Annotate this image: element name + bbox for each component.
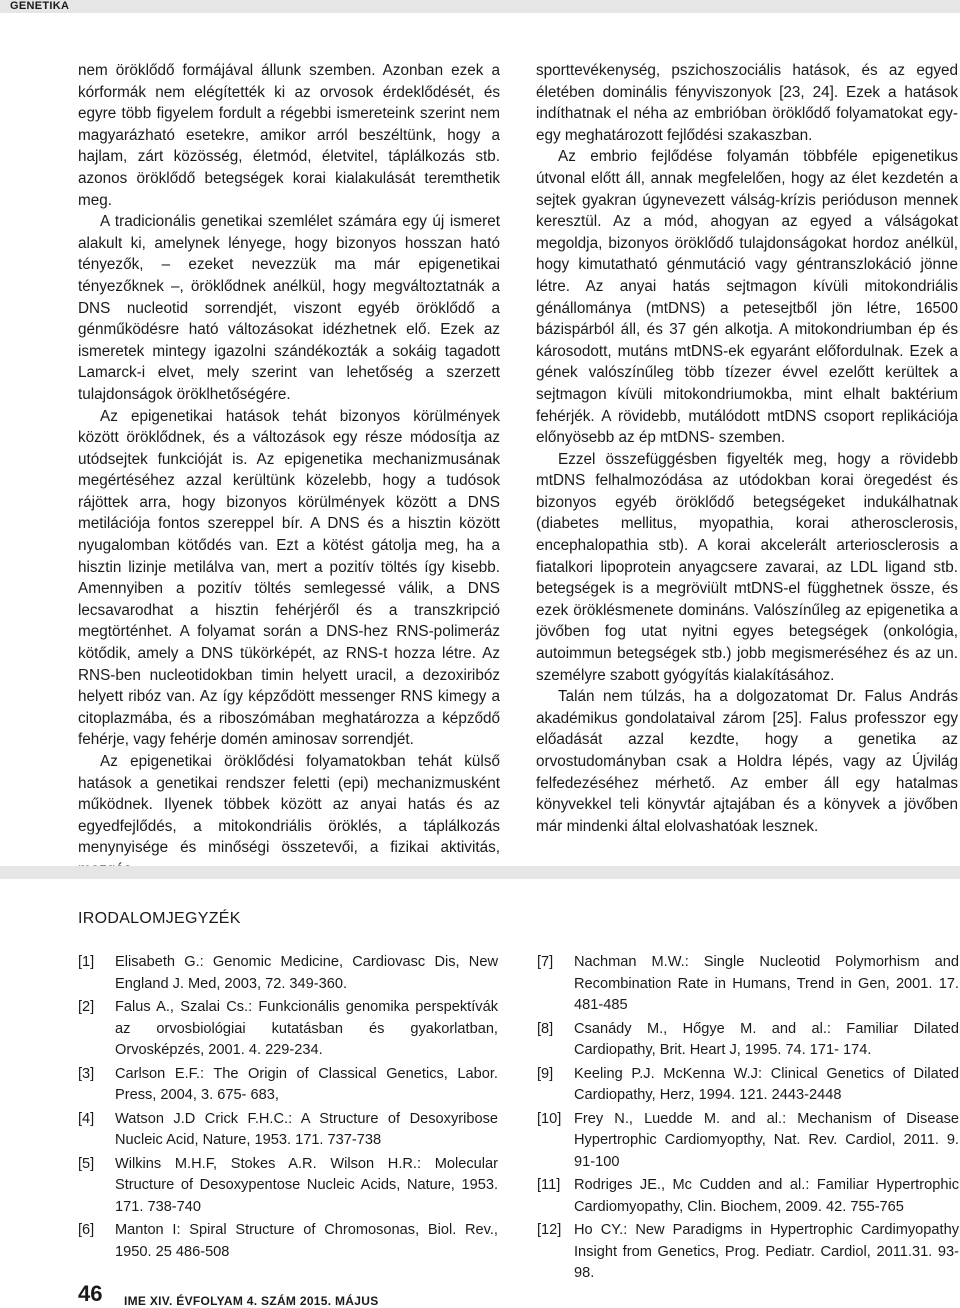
body-column-right <box>536 60 958 837</box>
reference-text: Carlson E.F.: The Origin of Classical Genetics, Labor. Press, 2004, 3. 675- 683, <box>115 1065 498 1103</box>
paragraph: nem öröklődő formájával állunk szemben. Azonban ezek a kórformák nem elégítették ki az orvosok érdeklődését, és egyre több figyelem fordult a régebbi ismereteink szerint nem magyarázható esetekre, amikor arról beszéltünk, hogy a hajlam, zárt közösség, életmód, életvitel, táplálkozás stb. azonos öröklődő betegségek korai kialakulását teremthetik meg. <box>78 62 500 209</box>
reference-item <box>537 952 959 1017</box>
reference-number: [8] <box>537 1020 554 1037</box>
paragraph: Talán nem túlzás, ha a dolgozatomat Dr. Falus András akadémikus gondolataival zárom [25]. Falus professzor egy előadását azzal kezdte, hogy a genetika az orvostudományban csak a Holdra lépés, vagy az Újvilág felfedezéséhez mérhető. Az ember áll egy hatalmas könyvekkel teli könyvtár ajtajában és a könyvek a jövőben már mindenki által elolvashatóak lesznek. <box>536 688 958 835</box>
reference-text: Nachman M.W.: Single Nucleotid Polymorhism and Recombination Rate in Humans, Trend in Gen, 2001. 17. 481-485 <box>574 954 959 1013</box>
reference-number: [2] <box>78 999 95 1015</box>
reference-item <box>78 1220 498 1263</box>
reference-text: Csanády M., Hőgye M. and al.: Familiar Dilated Cardiopathy, Brit. Heart J, 1995. 74. 171- 174. <box>574 1020 959 1058</box>
reference-number: [4] <box>78 1110 95 1127</box>
reference-number: [11] <box>537 1177 561 1193</box>
reference-number: [3] <box>78 1065 95 1082</box>
paragraph: Az epigenetikai öröklődési folyamatokban tehát külső hatások a genetikai rendszer feletti (epi) mechanizmusként működnek. Ilyenek többek között az anyai hatás és az egyedfejlődés, a mitokondriális öröklés, a táplálkozás menynyisége és minőségi összetevői, a fizikai aktivitás, <box>78 753 500 857</box>
reference-number: [6] <box>78 1222 95 1238</box>
reference-text: Elisabeth G.: Genomic Medicine, Cardiovasc Dis, New England J. Med, 2003, 72. 349-360. <box>115 954 498 992</box>
reference-item <box>537 1220 959 1285</box>
page-number: 46 <box>78 1281 103 1306</box>
reference-item <box>537 1019 959 1062</box>
paragraph: Az embrio fejlődése folyamán többféle epigenetikus útvonal előtt áll, annak megfelelően, hogy az élet kezdetén a sejtek gyakran úgynevezett válság-krízis perióduson mennek keresztül. Az a mód, ahogyan az egyed a válságokat megoldja, bizonyos öröklődő tulajdonságokat hordoz anélkül, hogy kimutatható génmutáció vagy géntranszlokáció jönne létre. Az anyai hatás sejtmagon kívüli mitokondriális génállománya (mtDNS) a petesejtből jön létre, 16500 bázispárból áll, és 37 gén alkotja. A mitokondriumban ép és károsodott, mutáns mtDNS-ek egyaránt előfordulnak. Ezek a gének valószínűleg több tízezer évvel ezelőtt kerültek a sejtmagon kívüli mitokondriumokba, mint elhalt baktérium fehérjék. A rövidebb, mutálódott mtDNS csoport replikációja előnyösebb az ép mtDNS- szemben. <box>536 148 958 447</box>
journal-issue-info: IME XIV. ÉVFOLYAM 4. SZÁM 2015. MÁJUS <box>124 1294 379 1308</box>
reference-text: Rodriges JE., Mc Cudden and al.: Familiar Hypertrophic Cardiomyopathy, Clin. Biochem, 2009. 42. 755-765 <box>574 1177 959 1215</box>
reference-number: [10] <box>537 1110 562 1127</box>
reference-text: Manton I: Spiral Structure of Chromosonas, Biol. Rev., 1950. 25 486-508 <box>115 1222 498 1260</box>
paragraph: Ezzel összefüggésben figyelték meg, hogy a rövidebb mtDNS felhalmozódása az utódokban korai öregedést és bizonyos egyéb öröklődő betegségeket indukálhatnak (diabetes mellitus, myopathia, korai atherosclerosis, encephalopathia stb). A korai akcelerált arteriosclerosis a fiatalkori lipoprotein anyagcsere zavarai, az LDL ligand stb. betegségek is a megröviült mtDNS-el függhetnek össze, és ezek öröklésmenete domináns. Valószínűleg az epigenetika a jövőben fog utat nyitni egyes betegségek (onkológia, autoimmun betegségek stb.) jobb megismeréséhez és az un. személyre szabott gyógyítás kialakításához. <box>536 450 958 684</box>
reference-list-right <box>537 952 959 1287</box>
reference-number: [5] <box>78 1155 95 1172</box>
reference-item <box>78 1154 498 1219</box>
header-band <box>0 0 960 13</box>
reference-text: Ho CY.: New Paradigms in Hypertrophic Cardimyopathy Insight from Genetics, Prog. Pediatr. Cardiol, 2011.31. 93-98. <box>574 1222 959 1281</box>
reference-item <box>78 1109 498 1152</box>
reference-item <box>78 997 498 1062</box>
reference-text: Wilkins M.H.F, Stokes A.R. Wilson H.R.: Molecular Structure of Desoxypentose Nucleic Acids, Nature, 1953. 171. 738-740 <box>115 1155 498 1215</box>
reference-text: Falus A., Szalai Cs.: Funkcionális genomika perspektívák az orvosbiológiai kutatásban és gyakorlatban, Orvosképzés, 2001. 4. 229-234. <box>115 999 498 1058</box>
reference-number: [1] <box>78 954 95 970</box>
reference-item <box>537 1109 959 1174</box>
reference-item <box>78 1064 498 1107</box>
paragraph: sporttevékenység, pszichoszociális hatások, és az egyed életében dominális fényviszonyok [23, 24]. Ezek a hatások indíthatnak el néha az embrióban öröklődő folyamatokat egy-egy meghatározott fejlődési szakaszban. <box>536 62 958 144</box>
reference-item <box>537 1175 959 1218</box>
reference-number: [9] <box>537 1065 554 1082</box>
paragraph: Az epigenetikai hatások tehát bizonyos körülmények között öröklődnek, és a változások egy része módosítja az utódsejtek funkcióját is. Az epigenetika mechanizmusának megértéséhez azzal kerültünk közelebb, hogy a tudósok rájöttek arra, hogy bizonyos körülmények között a DNS metilációja fontos szereppel bír. A DNS és a hisztin között nyugalomban kötődés van. Ezt a kötést gátolja meg, ha a hisztin lizinje metilálva van, mert a pozitív töltés így kisebb. Amennyiben a pozitív töltés semlegessé válik, a DNS lecsavarodhat a hisztin fehérjéről és a transzkripció megtörténhet. A folyamat során a DNS-hez RNS-polimeráz kötődik, amely a DNS tükörképét, az RNS-t hozza létre. Az RNS-ben nucleotidokban timin helyett uracil, a dezoxiribóz helyett ribóz van. Az így képződött messenger RNS kimegy a citoplazmába, és a riboszómában meghatározza a képződő fehérje, vagy fehérje domén aminosav sorrendjét. <box>78 407 500 749</box>
reference-text: Watson J.D Crick F.H.C.: A Structure of Desoxyribose Nucleic Acid, Nature, 1953. 171. 737-738 <box>115 1110 498 1148</box>
reference-item <box>537 1064 959 1107</box>
section-title: GENETIKA <box>10 0 70 12</box>
reference-text: Keeling P.J. McKenna W.J: Clinical Genetics of Dilated Cardiopathy, Herz, 1994. 121. 2443-2448 <box>574 1065 959 1103</box>
body-column-left <box>78 60 500 881</box>
reference-number: [7] <box>537 954 554 970</box>
references-divider-band <box>0 866 960 879</box>
reference-list-left <box>78 952 498 1265</box>
reference-number: [12] <box>537 1222 562 1238</box>
references-heading: IRODALOMJEGYZÉK <box>78 910 241 927</box>
reference-text: Frey N., Luedde M. and al.: Mechanism of Disease Hypertrophic Cardiomyopthy, Nat. Rev. Cardiol, 2011. 9. 91-100 <box>574 1110 959 1170</box>
paragraph: A tradicionális genetikai szemlélet számára egy új ismeret alakult ki, amelynek lényege, hogy bizonyos hosszan ható tényezők, – ezeket nevezzük ma már epigenetikai tényezőknek –, öröklődnek anélkül, hogy megváltoztatnák a DNS nucleotid sorrendjét, viszont egyéb öröklődő a génműködésre ható változásokat idézhetnek elő. Ezek az ismeretek mintegy igazolni szándékozták a sokáig tagadott Lamarck-i elvet, mely szerint van lehetőség a szerzett tulajdonságok öröklhetőségére. <box>78 213 500 403</box>
reference-item <box>78 952 498 995</box>
